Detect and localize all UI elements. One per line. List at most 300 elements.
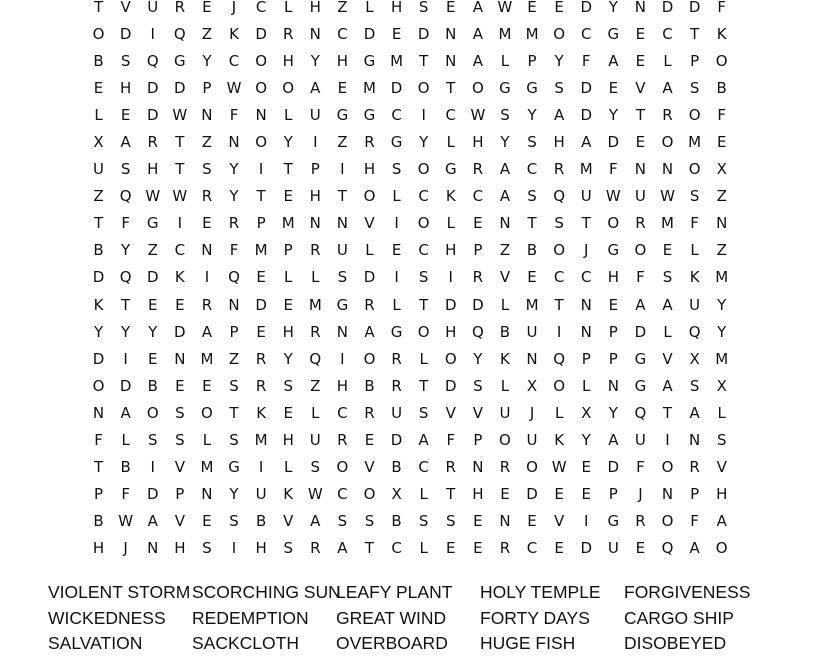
grid-cell: P [527,51,537,70]
grid-cell: P [690,485,700,504]
grid-cell: N [336,322,348,341]
grid-cell: Y [283,349,293,368]
grid-cell: N [445,51,457,70]
grid-cell: N [716,214,728,233]
grid-cell: O [255,78,268,97]
grid-cell: O [634,241,647,260]
grid-cell: B [93,512,104,531]
grid-cell: O [363,485,376,504]
grid-cell: P [473,431,483,450]
grid-cell: F [636,458,645,477]
grid-cell: B [526,241,538,260]
grid-cell: P [283,241,293,260]
grid-cell: E [554,0,564,16]
grid-cell: U [634,187,646,206]
word-list-item: SACKCLOTH [192,633,299,653]
grid-cell: K [554,431,565,450]
grid-cell: C [418,187,429,206]
grid-cell: R [689,458,700,477]
grid-cell: Y [608,0,618,16]
grid-cell: L [690,241,699,260]
grid-cell: R [472,160,484,179]
grid-cell: F [229,105,239,124]
grid-cell: E [473,512,483,531]
grid-cell: R [391,349,402,368]
grid-cell: N [309,24,321,43]
grid-cell: U [526,431,538,450]
grid-cell: D [174,322,186,341]
grid-cell: S [120,160,131,179]
grid-cell: D [580,0,593,16]
grid-cell: I [177,214,183,233]
grid-cell: T [175,133,185,152]
grid-cell: M [498,24,512,43]
grid-cell: A [499,187,511,206]
grid-cell: H [147,160,159,179]
letter-grid [85,0,735,562]
grid-cell: L [284,105,293,124]
grid-cell: X [391,485,402,504]
grid-cell: F [446,431,456,450]
grid-cell: Z [147,241,158,260]
grid-cell: D [146,485,159,504]
grid-cell: W [118,512,134,531]
grid-cell: P [256,214,266,233]
grid-cell: S [337,268,348,287]
grid-cell: P [229,322,239,341]
grid-cell: B [147,376,158,395]
grid-cell: N [228,295,240,314]
grid-cell: E [337,78,348,97]
grid-cell: W [172,105,188,124]
grid-cell: A [310,512,321,531]
grid-cell: R [310,539,321,558]
grid-cell: S [418,403,429,422]
grid-cell: C [418,458,429,477]
word-list-item: HOLY TEMPLE [480,582,601,602]
grid-cell: O [363,349,376,368]
grid-cell: O [146,403,159,422]
grid-cell: N [228,133,240,152]
grid-cell: O [715,539,728,558]
grid-cell: P [608,485,618,504]
grid-cell: O [661,512,674,531]
grid-cell: S [364,512,375,531]
grid-cell: E [716,133,727,152]
word-list-item: LEAFY PLANT [336,582,453,602]
grid-cell: M [254,241,268,260]
grid-cell: F [229,241,239,260]
grid-cell: F [636,268,645,287]
grid-cell: L [500,376,510,395]
grid-cell: D [255,295,267,314]
grid-cell: T [121,295,131,314]
grid-cell: H [716,485,728,504]
grid-cell: O [526,458,538,477]
grid-cell: C [337,24,348,43]
grid-cell: A [662,376,673,395]
grid-cell: Y [310,51,320,70]
grid-cell: S [202,539,212,558]
grid-cell: B [499,322,511,341]
grid-cell: Q [119,187,132,206]
grid-cell: X [716,160,727,179]
grid-cell: S [229,431,239,450]
grid-cell: G [174,51,186,70]
grid-cell: Q [228,268,240,287]
grid-cell: M [308,295,322,314]
grid-cell: A [310,78,321,97]
grid-cell: D [580,78,593,97]
grid-cell: V [283,512,294,531]
grid-cell: G [444,160,457,179]
grid-cell: K [283,485,294,504]
grid-cell: A [120,133,131,152]
grid-cell: X [526,376,538,395]
grid-cell: D [607,133,620,152]
grid-cell: T [527,214,537,233]
grid-cell: O [607,214,620,233]
grid-cell: M [688,133,702,152]
grid-cell: E [202,376,212,395]
grid-cell: T [690,24,700,43]
grid-cell: X [581,403,592,422]
grid-cell: R [310,241,321,260]
grid-cell: E [635,51,646,70]
grid-cell: K [256,403,267,422]
grid-cell: R [337,431,348,450]
grid-cell: K [93,295,104,314]
grid-cell: P [202,78,212,97]
grid-cell: N [201,485,213,504]
grid-cell: S [662,268,673,287]
grid-cell: X [93,133,104,152]
grid-cell: S [446,512,456,531]
grid-cell: C [337,403,348,422]
grid-cell: D [92,268,105,287]
grid-cell: G [390,322,403,341]
grid-cell: H [336,51,349,70]
grid-cell: E [93,78,104,97]
grid-cell: E [608,78,619,97]
grid-cell: N [336,214,348,233]
grid-cell: H [255,539,267,558]
grid-cell: K [445,187,456,206]
word-list-item: GREAT WIND [336,607,447,628]
word-list-item: DISOBEYED [624,633,727,653]
grid-cell: N [201,241,213,260]
grid-cell: N [580,322,592,341]
grid-cell: N [526,349,538,368]
grid-cell: V [499,268,511,287]
word-list-item: VIOLENT STORM [48,582,191,602]
grid-cell: Y [527,105,537,124]
word-list-item: WICKEDNESS [48,607,166,628]
grid-cell: I [340,160,345,179]
grid-cell: G [526,78,538,97]
grid-cell: D [146,78,159,97]
grid-cell: H [445,322,457,341]
grid-cell: O [417,214,430,233]
grid-cell: S [689,78,700,97]
grid-cell: Y [554,51,564,70]
grid-cell: G [634,349,647,368]
grid-cell: L [365,241,374,260]
grid-cell: E [391,241,402,260]
grid-cell: Y [717,295,727,314]
grid-cell: O [417,322,430,341]
grid-cell: S [391,160,402,179]
grid-cell: R [282,24,294,43]
grid-cell: I [394,214,399,233]
grid-cell: O [661,458,674,477]
grid-cell: C [553,268,565,287]
grid-cell: D [417,24,430,43]
grid-cell: G [634,376,647,395]
grid-cell: N [634,160,647,179]
grid-cell: P [94,485,104,504]
grid-cell: D [688,0,701,16]
grid-cell: A [337,539,348,558]
grid-cell: W [226,78,242,97]
grid-cell: Z [310,376,321,395]
grid-cell: L [446,214,455,233]
grid-cell: A [472,24,483,43]
grid-cell: M [525,24,539,43]
grid-cell: N [92,403,105,422]
grid-cell: G [228,458,240,477]
grid-cell: D [255,24,267,43]
grid-cell: M [254,431,268,450]
grid-cell: I [231,539,237,558]
grid-cell: D [119,376,132,395]
grid-cell: W [497,0,513,16]
grid-cell: E [283,187,293,206]
grid-cell: A [472,0,483,16]
grid-cell: Z [499,241,511,260]
grid-cell: O [336,458,349,477]
grid-cell: W [605,187,621,206]
grid-cell: S [527,133,537,152]
grid-cell: I [448,268,453,287]
grid-cell: J [231,0,237,16]
grid-cell: Q [688,322,701,341]
grid-cell: E [202,0,212,16]
grid-cell: M [715,349,729,368]
grid-cell: R [147,133,158,152]
word-list-item: REDEMPTION [192,607,309,628]
grid-cell: C [418,241,429,260]
grid-cell: I [665,431,670,450]
grid-cell: V [445,403,456,422]
grid-cell: M [579,160,593,179]
grid-cell: F [609,160,618,179]
grid-cell: S [689,187,700,206]
grid-cell: O [471,78,484,97]
grid-cell: J [529,403,535,422]
grid-cell: A [635,295,646,314]
grid-cell: K [229,24,239,43]
grid-cell: G [607,241,620,260]
grid-cell: X [689,349,700,368]
grid-cell: P [310,160,320,179]
grid-cell: O [499,431,511,450]
grid-cell: F [717,105,727,124]
grid-cell: H [363,160,376,179]
grid-cell: I [150,24,155,43]
grid-cell: G [499,78,511,97]
grid-cell: V [472,403,483,422]
grid-cell: S [147,431,158,450]
grid-cell: D [444,295,457,314]
grid-cell: N [445,24,457,43]
grid-cell: L [311,268,320,287]
grid-cell: T [419,376,429,395]
grid-cell: F [581,51,591,70]
grid-cell: T [93,214,104,233]
grid-cell: S [310,458,321,477]
grid-cell: E [527,268,537,287]
grid-cell: V [364,214,375,233]
grid-cell: M [661,214,674,233]
grid-cell: A [147,512,158,531]
grid-cell: W [470,105,486,124]
grid-cell: H [282,51,294,70]
grid-cell: L [392,187,401,206]
grid-cell: W [172,187,188,206]
grid-cell: G [336,295,349,314]
grid-cell: G [390,133,403,152]
grid-cell: A [418,431,429,450]
grid-cell: S [689,376,700,395]
grid-cell: E [283,295,293,314]
grid-cell: M [281,214,295,233]
grid-cell: A [499,160,511,179]
grid-cell: V [174,512,185,531]
grid-cell: C [174,241,186,260]
grid-cell: G [607,512,620,531]
grid-cell: R [391,376,402,395]
grid-cell: B [93,241,104,260]
grid-cell: S [500,105,510,124]
grid-cell: V [554,512,565,531]
grid-cell: L [419,485,428,504]
grid-cell: H [282,322,294,341]
grid-cell: E [147,349,158,368]
grid-cell: N [634,0,647,16]
grid-cell: U [93,160,105,179]
grid-cell: E [527,512,537,531]
grid-cell: L [311,403,320,422]
grid-cell: E [554,485,564,504]
grid-cell: C [472,187,484,206]
grid-cell: D [92,349,105,368]
grid-cell: H [309,187,321,206]
grid-cell: S [418,268,429,287]
word-list [48,580,768,657]
grid-cell: S [120,51,131,70]
grid-cell: Q [173,24,186,43]
grid-cell: N [147,539,159,558]
grid-cell: C [662,24,673,43]
grid-cell: R [472,268,484,287]
grid-cell: L [94,105,103,124]
grid-cell: Z [716,241,727,260]
grid-cell: X [716,376,727,395]
grid-cell: Q [634,403,647,422]
grid-cell: H [553,133,565,152]
grid-cell: T [581,214,591,233]
grid-cell: Y [608,105,618,124]
grid-cell: O [92,24,105,43]
grid-cell: K [689,268,700,287]
grid-cell: S [337,512,348,531]
grid-cell: P [175,485,185,504]
grid-cell: U [336,241,348,260]
grid-cell: T [419,51,429,70]
grid-cell: E [581,485,591,504]
grid-cell: G [336,105,349,124]
word-list-item: FORTY DAYS [480,607,590,628]
grid-cell: E [446,539,456,558]
grid-cell: N [309,214,321,233]
grid-cell: Y [93,322,104,341]
grid-cell: W [307,485,323,504]
grid-cell: L [121,431,130,450]
grid-cell: O [444,349,457,368]
grid-cell: O [688,160,701,179]
grid-cell: L [365,0,374,16]
grid-cell: H [92,539,105,558]
grid-cell: M [200,349,214,368]
grid-cell: O [661,133,674,152]
grid-cell: G [363,51,376,70]
grid-cell: S [554,214,564,233]
grid-cell: A [608,51,619,70]
grid-cell: P [473,241,483,260]
grid-cell: C [391,105,402,124]
grid-cell: E [202,214,212,233]
grid-cell: N [688,431,701,450]
grid-cell: R [553,160,565,179]
grid-cell: S [229,376,239,395]
grid-cell: T [256,187,266,206]
grid-cell: T [635,105,645,124]
grid-cell: F [121,214,130,233]
grid-cell: T [364,539,375,558]
grid-cell: Q [471,322,484,341]
grid-cell: N [174,349,186,368]
grid-cell: H [309,0,321,16]
grid-cell: N [661,485,674,504]
grid-cell: D [174,78,186,97]
grid-cell: R [364,133,375,152]
grid-cell: E [662,241,673,260]
grid-cell: F [94,431,103,450]
grid-cell: O [417,160,430,179]
grid-cell: B [391,512,402,531]
grid-cell: E [635,539,646,558]
grid-cell: B [364,376,375,395]
grid-cell: I [150,458,155,477]
grid-cell: R [201,295,213,314]
grid-cell: N [201,105,213,124]
grid-cell: Y [229,485,239,504]
grid-cell: Y [581,431,591,450]
grid-cell: O [553,24,566,43]
grid-cell: O [201,403,213,422]
grid-cell: B [255,512,267,531]
